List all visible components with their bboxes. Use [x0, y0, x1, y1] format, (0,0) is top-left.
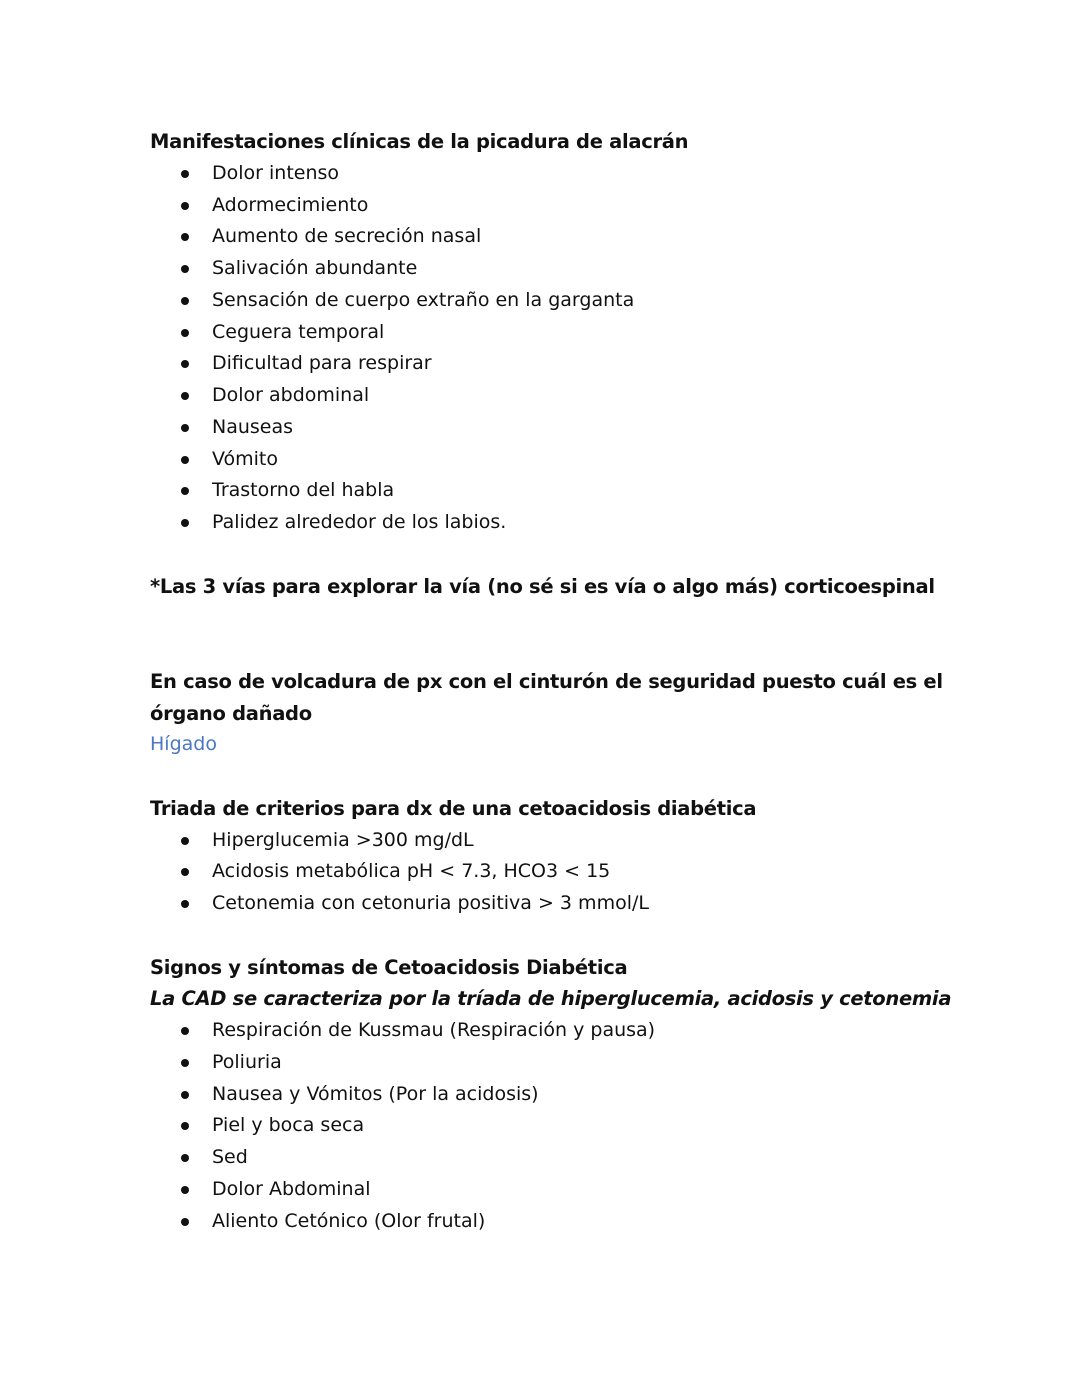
list-item [150, 348, 950, 380]
question-heading: En caso de volcadura de px con el cinturón de seguridad puesto cuál es el [150, 669, 943, 693]
bullet-icon [181, 424, 189, 432]
bullet-list-dka-criteria [150, 825, 950, 920]
list-item [150, 1206, 950, 1238]
list-item-text: Ceguera temporal [212, 320, 385, 343]
list-item [150, 221, 950, 253]
list-item-text: Piel y boca seca [212, 1114, 365, 1137]
bullet-icon [181, 170, 189, 178]
bullet-list-scorpion [150, 158, 950, 539]
list-item [150, 380, 950, 412]
list-item [150, 1174, 950, 1206]
list-item-text: Aliento Cetónico (Olor frutal) [212, 1209, 486, 1232]
bullet-icon [181, 1027, 189, 1035]
list-item [150, 825, 950, 857]
list-item-text: Acidosis metabólica pH < 7.3, HCO3 < 15 [212, 860, 611, 883]
section-heading: Signos y síntomas de Cetoacidosis Diabética [150, 955, 628, 979]
list-item [150, 1110, 950, 1142]
bullet-icon [181, 297, 189, 305]
bullet-icon [181, 868, 189, 876]
bullet-icon [181, 900, 189, 908]
question-heading-cont: órgano dañado [150, 701, 312, 725]
list-item [150, 1047, 950, 1079]
bullet-icon [181, 329, 189, 337]
section-heading: Manifestaciones clínicas de la picadura de alacrán [150, 130, 689, 153]
list-item-text: Salivación abundante [212, 257, 418, 279]
list-item-text: Vómito [212, 447, 279, 470]
bullet-icon [181, 519, 189, 527]
list-item-text: Hiperglucemia >300 mg/dL [212, 828, 474, 851]
answer-text: Hígado [150, 733, 217, 756]
list-item-text: Palidez alrededor de los labios. [212, 511, 507, 533]
list-item [150, 158, 950, 190]
bullet-icon [181, 202, 189, 210]
bullet-icon [181, 1154, 189, 1162]
bullet-icon [181, 456, 189, 464]
list-item-text: Nausea y Vómitos (Por la acidosis) [212, 1082, 539, 1105]
list-item-text: Cetonemia con cetonuria positiva > 3 mmol/L [212, 892, 649, 914]
bullet-icon [181, 265, 189, 273]
section-subtitle: La CAD se caracteriza por la tríada de hiperglucemia, acidosis y cetonemia [150, 987, 952, 1011]
list-item-text: Nauseas [212, 415, 294, 438]
list-item-text: Dificultad para respirar [212, 352, 432, 375]
section-heading: *Las 3 vías para explorar la vía (no sé si es vía o algo más) corticoespinal [150, 574, 935, 598]
list-item [150, 888, 950, 920]
bullet-icon [181, 1218, 189, 1226]
list-item-text: Adormecimiento [212, 193, 369, 216]
list-item-text: Sensación de cuerpo extraño en la garganta [212, 288, 635, 311]
bullet-icon [181, 1059, 189, 1067]
list-item-text: Aumento de secreción nasal [212, 225, 482, 248]
bullet-icon [181, 360, 189, 368]
list-item [150, 507, 950, 539]
list-item-text: Poliuria [212, 1050, 282, 1073]
list-item-text: Respiración de Kussmau (Respiración y pausa) [212, 1019, 656, 1041]
bullet-icon [181, 392, 189, 400]
list-item [150, 856, 950, 888]
bullet-icon [181, 233, 189, 241]
list-item-text: Trastorno del habla [212, 479, 395, 502]
list-item [150, 253, 950, 285]
bullet-list-dka-signs [150, 1015, 950, 1237]
list-item [150, 285, 950, 317]
list-item [150, 412, 950, 444]
list-item-text: Dolor abdominal [212, 384, 370, 406]
list-item [150, 1079, 950, 1111]
list-item [150, 475, 950, 507]
list-item [150, 444, 950, 476]
bullet-icon [181, 1186, 189, 1194]
bullet-icon [181, 837, 189, 845]
bullet-icon [181, 1091, 189, 1099]
list-item [150, 1015, 950, 1047]
list-item-text: Dolor intenso [212, 161, 340, 184]
list-item [150, 1142, 950, 1174]
list-item [150, 190, 950, 222]
list-item [150, 317, 950, 349]
section-heading: Triada de criterios para dx de una cetoacidosis diabética [150, 796, 757, 820]
bullet-icon [181, 487, 189, 495]
list-item-text: Sed [212, 1146, 248, 1168]
bullet-icon [181, 1122, 189, 1130]
list-item-text: Dolor Abdominal [212, 1177, 371, 1200]
